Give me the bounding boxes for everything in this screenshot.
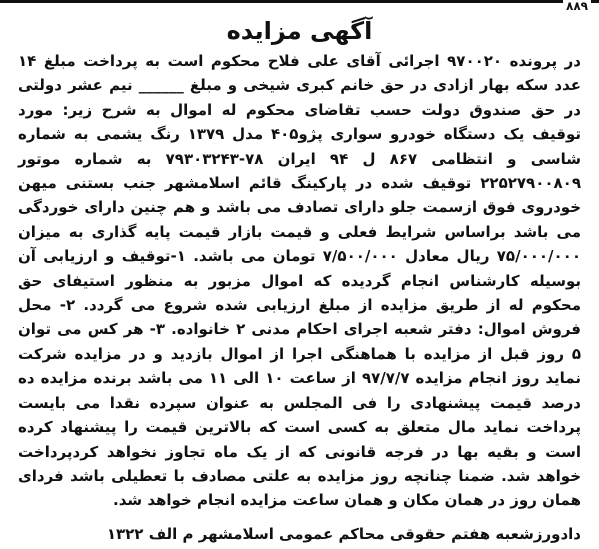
notice-signature: دادورزشعبه هفتم حقوقی محاکم عمومی اسلامشهر م الف ۱۳۲۲: [106, 525, 581, 543]
notice-body: در پرونده ۹۷۰۰۲۰ اجرائی آقای علی فلاح محکوم است به پرداخت مبلغ ۱۴ عدد سکه بهار ازادی در حق خانم کبری شیخی و مبلغ ______ نیم عشر دولتی در حق صندوق دولت حسب تقاضای محکوم له اموال به شرح زیر: مورد توقیف یک دستگاه خودرو سواری پژو۴۰۵ مدل ۱۳۷۹ رنگ یشمی به شماره شاسی و انتظامی ۸۶۷ ل ۹۴ ایران ۷۸-۷۹۳۰۳۲۴۳ به شماره موتور ۲۲۵۲۷۹۰۰۸۰۹ توقیف شده در پارکینگ قائم اسلامشهر جنب بستنی میهن خودروی فوق ازسمت جلو دارای تصادف می باشد و هم چنین دارای خوردگی می باشد براساس شرایط فعلی و قیمت بازار قیمت پایه گذاری به میزان ۷۵/۰۰۰/۰۰۰ ریال معادل ۷/۵۰۰/۰۰۰ تومان می باشد. ۱-توقیف و ارزیابی آن بوسیله کارشناس انجام گردیده که اموال مزبور به منظور استیفای حق محکوم له از طریق مزایده از مبلغ ارزیابی شده شروع می گردد. ۲- محل فروش اموال: دفتر شعبه اجرای احکام مدنی ۲ خانواده. ۳- هر کس می توان ۵ روز قبل از مزایده با هماهنگی اجرا از اموال بازدید و در مزایده شرکت نماید روز انجام مزایده ۹۷/۷/۷ از ساعت ۱۰ الی ۱۱ می باشد برنده مزایده ده درصد قیمت پیشنهادی را فی المجلس به عنوان سپرده نقدا می بایست پرداخت نماید مال متعلق به کسی است که بالاترین قیمت را پیشنهاد کرده است و بقیه بها در فرجه قانونی که از یک ماه تجاوز نخواهد کردپرداخت خواهد شد. ضمنا چنانچه روز مزایده به علتی مصادف با تعطیلی باشد فردای همان روز در همان مکان و همان ساعت مزایده انجام خواهد شد.: [18, 52, 582, 510]
issue-number: ۸۸۹: [563, 0, 591, 13]
notice-title: آگهی مزایده: [226, 17, 373, 45]
